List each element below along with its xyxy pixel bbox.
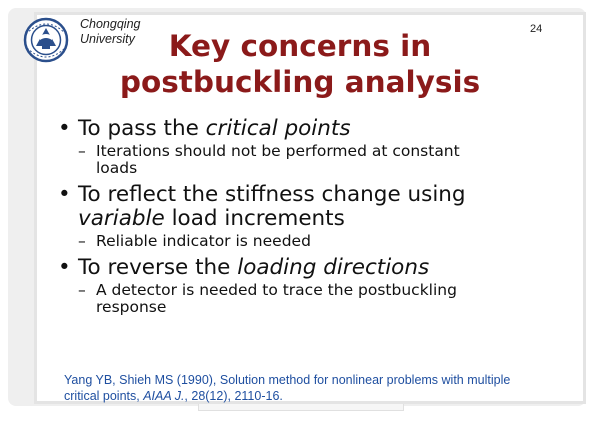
bullet-2-line2 bbox=[78, 207, 578, 231]
bullet-1-emphasis: critical points bbox=[205, 116, 351, 141]
sub-dash: – bbox=[78, 281, 86, 299]
bullet-1-sub-line2: loads bbox=[96, 159, 138, 177]
slide-title-line2: postbuckling analysis bbox=[119, 65, 481, 99]
bullet-1 bbox=[58, 117, 578, 141]
university-name-line2: University bbox=[80, 32, 135, 46]
bullet-2-sub bbox=[60, 233, 578, 250]
page-number: 24 bbox=[530, 23, 543, 35]
sub-dash: – bbox=[78, 142, 86, 160]
bullet-3-text: To reverse the bbox=[78, 255, 238, 280]
bullet-1-text: To pass the bbox=[78, 116, 206, 141]
bullet-dot: • bbox=[58, 116, 71, 141]
bullet-2-emphasis: variable bbox=[78, 206, 165, 231]
bullet-3 bbox=[58, 256, 578, 280]
slide-title bbox=[0, 28, 600, 100]
university-name-line1: Chongqing bbox=[80, 17, 141, 31]
sub-dash: – bbox=[78, 232, 86, 250]
reference-citation bbox=[64, 372, 584, 404]
bullet-2-line2-text: load increments bbox=[164, 206, 345, 231]
bullet-3-sub-line1: A detector is needed to trace the postbuckling bbox=[96, 281, 457, 299]
bullet-1-sub-line1: Iterations should not be performed at constant bbox=[96, 142, 460, 160]
reference-journal: AIAA J. bbox=[143, 389, 185, 403]
reference-line2 bbox=[64, 388, 584, 404]
bullet-2 bbox=[58, 183, 578, 231]
bullet-list bbox=[58, 117, 578, 322]
reference-line1: Yang YB, Shieh MS (1990), Solution method for nonlinear problems with multiple bbox=[64, 373, 511, 387]
reference-line2-post: , 28(12), 2110-16. bbox=[184, 389, 283, 403]
bullet-3-emphasis: loading directions bbox=[237, 255, 430, 280]
bullet-dot: • bbox=[58, 255, 71, 280]
slide-title-line1: Key concerns in bbox=[168, 29, 432, 63]
bullet-2-line1: To reflect the stiffness change using bbox=[78, 182, 466, 207]
bullet-3-sub-line2: response bbox=[96, 298, 167, 316]
bullet-1-sub bbox=[60, 143, 578, 177]
bullet-3-sub bbox=[60, 282, 578, 316]
bullet-2-sub-line1: Reliable indicator is needed bbox=[96, 232, 311, 250]
reference-line2-pre: critical points, bbox=[64, 389, 144, 403]
footer-tab bbox=[198, 404, 404, 411]
bullet-dot: • bbox=[58, 182, 71, 207]
